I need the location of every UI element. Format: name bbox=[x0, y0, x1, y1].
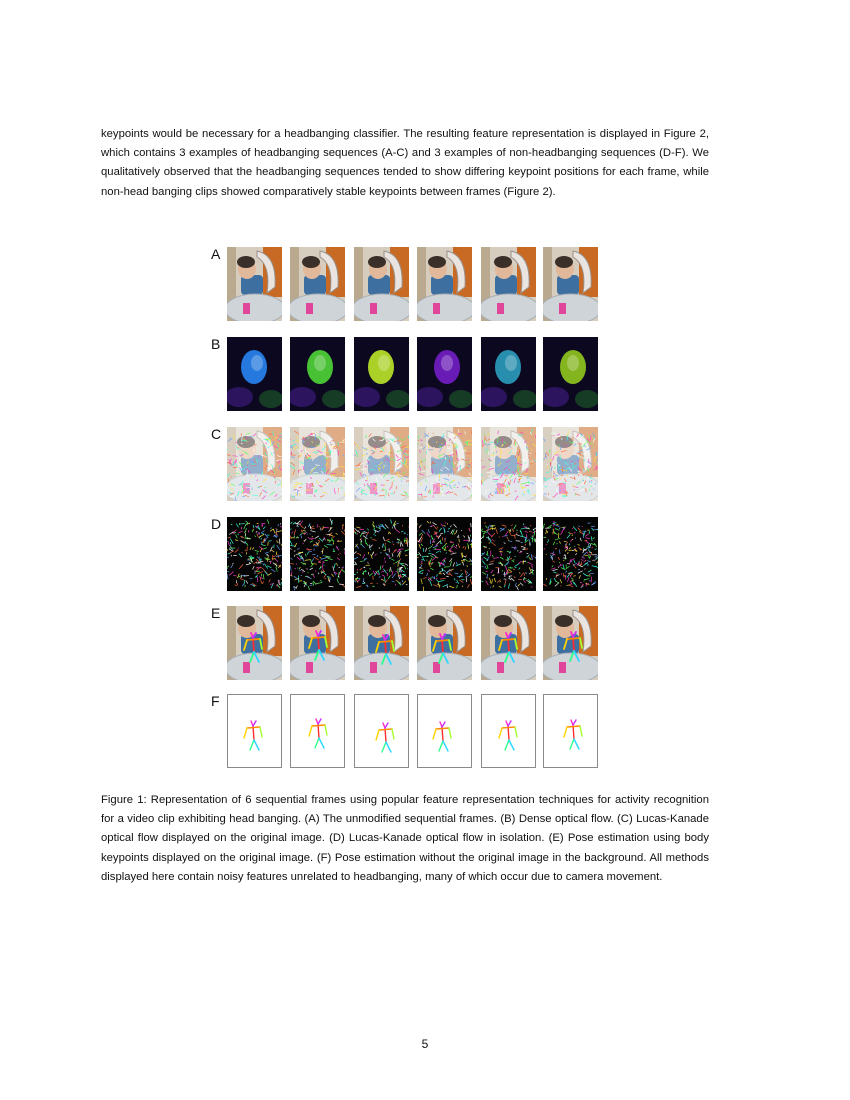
frame-d-6 bbox=[543, 517, 598, 591]
frame-a-4 bbox=[417, 247, 472, 321]
row-label-b: B bbox=[211, 336, 221, 352]
frame-e-4 bbox=[417, 606, 472, 680]
frame-b-1 bbox=[227, 337, 282, 411]
frame-c-2 bbox=[290, 427, 345, 501]
frame-f-5 bbox=[481, 694, 536, 768]
frame-c-4 bbox=[417, 427, 472, 501]
frame-f-1 bbox=[227, 694, 282, 768]
frame-c-3 bbox=[354, 427, 409, 501]
figure-row-e bbox=[227, 606, 597, 680]
frame-c-6 bbox=[543, 427, 598, 501]
row-label-e: E bbox=[211, 605, 221, 621]
frame-f-4 bbox=[417, 694, 472, 768]
row-label-a: A bbox=[211, 246, 221, 262]
page-number: 5 bbox=[421, 1037, 429, 1051]
figure-row-d bbox=[227, 517, 597, 591]
frame-a-6 bbox=[543, 247, 598, 321]
figure-row-b bbox=[227, 337, 597, 411]
frame-a-2 bbox=[290, 247, 345, 321]
figure-row-c bbox=[227, 427, 597, 501]
frame-b-3 bbox=[354, 337, 409, 411]
frame-c-5 bbox=[481, 427, 536, 501]
frame-b-2 bbox=[290, 337, 345, 411]
frame-a-1 bbox=[227, 247, 282, 321]
frame-d-3 bbox=[354, 517, 409, 591]
frame-e-3 bbox=[354, 606, 409, 680]
frame-d-5 bbox=[481, 517, 536, 591]
row-label-f: F bbox=[211, 693, 220, 709]
frame-b-5 bbox=[481, 337, 536, 411]
row-label-c: C bbox=[211, 426, 222, 442]
frame-e-6 bbox=[543, 606, 598, 680]
frame-d-1 bbox=[227, 517, 282, 591]
row-label-d: D bbox=[211, 516, 222, 532]
figure-caption: Figure 1: Representation of 6 sequential frames using popular feature representation techniques for activity recognition for a video clip exhibiting head banging. (A) The unmodified sequential frames. (B) Dense optical flow. (C) Lucas-Kanade optical flow displayed on the original image. (D) Lucas-Kanade optical flow in isolation. (E) Pose estimation using body keypoints displayed on the original image. (F) Pose estimation without the original image in the background. All methods displayed here contain noisy features unrelated to headbanging, many of which occur due to camera movement. bbox=[101, 794, 709, 883]
frame-d-2 bbox=[290, 517, 345, 591]
frame-c-1 bbox=[227, 427, 282, 501]
frame-a-3 bbox=[354, 247, 409, 321]
figure-row-a bbox=[227, 247, 597, 321]
frame-b-4 bbox=[417, 337, 472, 411]
frame-e-5 bbox=[481, 606, 536, 680]
frame-f-3 bbox=[354, 694, 409, 768]
figure-row-f bbox=[227, 694, 597, 768]
frame-e-2 bbox=[290, 606, 345, 680]
frame-e-1 bbox=[227, 606, 282, 680]
frame-b-6 bbox=[543, 337, 598, 411]
frame-d-4 bbox=[417, 517, 472, 591]
frame-f-6 bbox=[543, 694, 598, 768]
intro-paragraph: keypoints would be necessary for a headbanging classifier. The resulting feature representation is displayed in Figure 2, which contains 3 examples of headbanging sequences (A-C) and 3 examples of non-headbanging sequences (D-F). We qualitatively observed that the headbanging sequences tended to show differing keypoint positions for each frame, while non-head banging clips showed comparatively stable keypoints between frames (Figure 2). bbox=[101, 128, 709, 198]
frame-a-5 bbox=[481, 247, 536, 321]
frame-f-2 bbox=[290, 694, 345, 768]
